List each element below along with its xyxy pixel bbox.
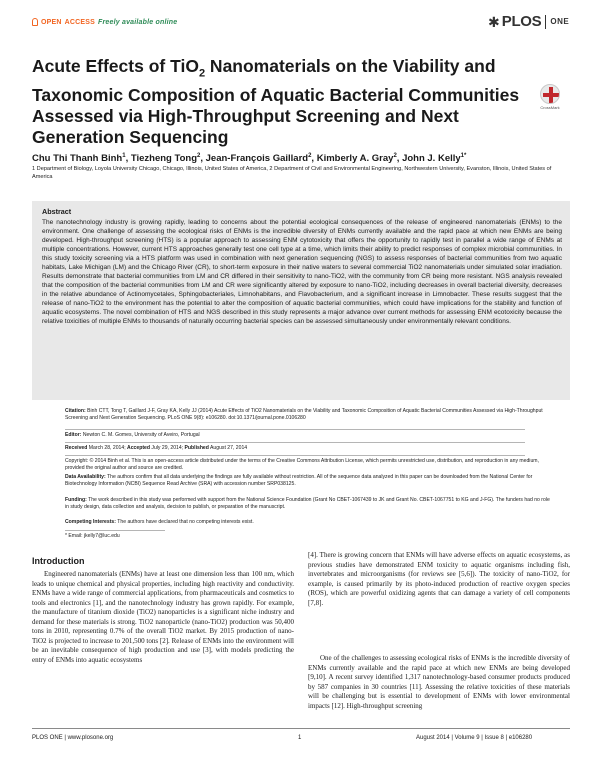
accepted-date: July 29, 2014; bbox=[151, 445, 184, 451]
intro-paragraph-2: [4]. There is growing concern that ENMs will have adverse effects on aquatic ecosystems, as previous studies have demonstrated ENM toxicity to aquatic organisms including fish, invertebrates and microorganisms (for reviews see [5,6]). The toxicity of nano-TiO2, for example, is caused primarily by its photo-induced production of reactive oxygen species (ROS), which are powerful oxidizing agents that can damage a variety of cell components [7,8]. bbox=[308, 551, 570, 607]
title-subscript: 2 bbox=[198, 67, 206, 80]
plos-star-icon: ✱ bbox=[488, 13, 500, 30]
open-lock-icon bbox=[32, 18, 38, 26]
funding-label: Funding: bbox=[65, 497, 87, 503]
plos-one-logo[interactable] bbox=[488, 13, 569, 30]
competing-text: The authors have declared that no competing interests exist. bbox=[117, 519, 254, 525]
divider bbox=[65, 442, 525, 443]
author-name[interactable]: John J. Kelly bbox=[402, 153, 461, 165]
published-date: August 27, 2014 bbox=[210, 445, 248, 451]
funding-block bbox=[65, 497, 555, 512]
data-availability-block bbox=[65, 474, 555, 489]
divider bbox=[65, 455, 525, 456]
received-label: Received bbox=[65, 445, 88, 451]
citation-text[interactable]: Binh CTT, Tong T, Gaillard J-F, Gray KA, Kelly JJ (2014) Acute Effects of TiO2 Nanomaterials on the Viability and Taxonomic Composition of Aquatic Bacterial Communities Assessed via High-Throughput Screening and Next Generation Sequencing. PLoS ONE 9(8): e106280. doi:10.1371/journal.pone.0106280 bbox=[65, 408, 543, 422]
citation-label: Citation: bbox=[65, 408, 86, 414]
article-title bbox=[32, 56, 522, 148]
title-part-1: Acute Effects of TiO bbox=[32, 56, 199, 76]
abstract-text: The nanotechnology industry is growing rapidly, leading to concerns about the potential ecological consequences of the release of engineered nanomaterials (ENMs) to the environment. One challenge of assessing the ecological risks of ENMs is the incredible diversity of ENMs currently available and the rapid pace at which new ENMs are being developed. High-throughput screening (HTS) is a popular approach to assessing ENM cytotoxicity that offers the opportunity to rapidly test in parallel a wide range of ENMs at multiple concentrations. However, current HTS approaches generally test one cell type at a time, which limits their ability to predict responses of complex microbial communities. In this study toxicity screening via a HTS platform was used in combination with next generation sequencing (NGS) to assess responses of bacterial communities from two aquatic habitats, Lake Michigan (LM) and the Chicago River (CR), to short-term exposure in their native waters to several commercial TiO2 nanomaterials under simulated solar irradiation. Results demonstrate that bacterial communities from LM and CR differed in their sensitivity to nano-TiO2, with the community from CR being more resistant. NGS analysis revealed that the composition of the bacterial communities from LM and CR were significantly altered by exposure to nano-TiO2, including decreases in overall bacterial diversity, decreases in the relative abundance of Actinomycetales, Sphingobacteriales, Limnohabitans, and Flavobacterium, and a significant increase in Limnobacter. These results suggest that the release of nano-TiO2 to the environment has the potential to alter the composition of aquatic bacterial communities, which could have implications for the stability and function of aquatic ecosystems. The novel combination of HTS and NGS described in this study represents a major advance over current methods for assessing ENM ecotoxicity because the relative toxicities of multiple ENMs to thousands of naturally occurring bacterial species can be assessed simultaneously under environmentally relevant conditions. bbox=[42, 219, 562, 326]
author-name[interactable]: Chu Thi Thanh Binh bbox=[32, 153, 123, 165]
crossmark-badge[interactable] bbox=[538, 84, 562, 110]
author-affiliation-mark: 1 bbox=[122, 153, 126, 159]
funding-text: The work described in this study was performed with support from the National Science Foundation (Grant No CBET-1067439 to JK and Grant No. CBET-1067751 to KG and J-FG). The funders had no role in study design, data collection and analysis, decision to publish, or preparation of the manuscript. bbox=[65, 497, 550, 511]
data-availability-label: Data Availability: bbox=[65, 474, 106, 480]
crossmark-icon bbox=[540, 84, 560, 104]
title-part-2: Nanomaterials on the Viability and Taxonomic Composition of Aquatic Bacterial Communities Assessed via High-Throughput Screening and Next Generation Sequencing bbox=[32, 56, 520, 147]
editor-block bbox=[65, 432, 555, 439]
divider bbox=[65, 530, 165, 531]
footer-journal[interactable]: PLOS ONE | www.plosone.org bbox=[32, 735, 114, 741]
author-affiliations: 1 Department of Biology, Loyola University Chicago, Chicago, Illinois, United States of America, 2 Department of Civil and Environmental Engineering, Northwestern University, Evanston, Illinois, United States of America bbox=[32, 166, 552, 180]
accepted-label: Accepted bbox=[127, 445, 150, 451]
open-label: OPEN bbox=[41, 18, 62, 26]
author-name[interactable]: Kimberly A. Gray bbox=[316, 153, 394, 165]
crossmark-label: CrossMark bbox=[540, 105, 560, 110]
author-affiliation-mark: 1* bbox=[460, 153, 467, 159]
author-list: Chu Thi Thanh Binh$^1$, Tiezheng Tong$^2$, Jean-François Gaillard$^2$, Kimberly A. Gray$^2$, John J. Kelly$^{1*}$ bbox=[32, 153, 467, 165]
freely-available-label: Freely available online bbox=[98, 18, 178, 26]
competing-label: Competing Interests: bbox=[65, 519, 116, 525]
author-affiliation-mark: 2 bbox=[197, 153, 201, 159]
logo-divider bbox=[545, 15, 546, 29]
introduction-heading: Introduction bbox=[32, 556, 85, 566]
editor-label: Editor: bbox=[65, 432, 82, 438]
abstract-heading: Abstract bbox=[42, 207, 72, 216]
received-date: March 28, 2014; bbox=[88, 445, 126, 451]
footer-issue: August 2014 | Volume 9 | Issue 8 | e106280 bbox=[416, 735, 533, 741]
plos-brand: PLOS bbox=[501, 13, 542, 30]
author-name[interactable]: Jean-François Gaillard bbox=[205, 153, 309, 165]
dates-block bbox=[65, 445, 555, 452]
copyright-block: Copyright: © 2014 Binh et al. This is an open-access article distributed under the terms of the Creative Commons Attribution License, which permits unrestricted use, distribution, and reproduction in any medium, provided the original author and source are credited. bbox=[65, 458, 539, 472]
intro-paragraph-3: One of the challenges to assessing ecological risks of ENMs is the incredible diversity of ENMs currently available and the rapid pace at which new ENMs are being developed [9,10]. A recent survey identified 1,317 nanotechnology-based consumer products produced by 587 companies in 30 countries [11]. Assessing the relative toxicities of these materials will be challenging but is essential to development of ENMs with lower environmental impacts [12]. High-throughput screening bbox=[308, 654, 570, 710]
published-label: Published bbox=[184, 445, 209, 451]
competing-interests-block bbox=[65, 519, 555, 526]
plos-sub-brand: ONE bbox=[550, 17, 570, 26]
intro-paragraph-1: Engineered nanomaterials (ENMs) have at least one dimension less than 100 nm, which leads to unique chemical and physical properties, including high reactivity and conductivity. ENMs have a wide range of commercial applications, from pharmaceuticals and cosmetics to tools and electronics [1], and the nanotechnology industry has grown rapidly. For example, the manufacture of titanium dioxide (TiO2) nanoparticles is a significant niche industry and demand for these materials is strong. TiO2 nanoparticle (nano-TiO2) production was 50,400 tons in 2010, representing 0.7% of the overall TiO2 market. By 2015 production of nano-TiO2 is projected to increase to 201,500 tons [2]. Release of ENMs into the environment will be an inevitable consequence of high production and use [3], with models predicting the entry of ENMs into aquatic ecosystems bbox=[32, 570, 294, 664]
author-name[interactable]: Tiezheng Tong bbox=[130, 153, 198, 165]
editor-text: Newton C. M. Gomes, University of Aveiro, Portugal bbox=[82, 432, 200, 438]
page-number: 1 bbox=[298, 735, 302, 741]
author-affiliation-mark: 2 bbox=[393, 153, 397, 159]
divider bbox=[65, 429, 525, 430]
author-affiliation-mark: 2 bbox=[308, 153, 312, 159]
access-label: ACCESS bbox=[64, 18, 96, 26]
open-access-banner bbox=[32, 18, 177, 26]
footer-divider bbox=[32, 728, 570, 729]
email-line[interactable]: * Email: jkelly7@luc.edu bbox=[65, 533, 120, 539]
data-availability-text: The authors confirm that all data underlying the findings are fully available without restriction. All of the sequence data analyzed in this paper can be downloaded from the National Center for Biotechnology Information (NCBI) Sequence Read Archive (SRA) with accession number SRP038125. bbox=[65, 474, 533, 488]
citation-block bbox=[65, 408, 555, 423]
